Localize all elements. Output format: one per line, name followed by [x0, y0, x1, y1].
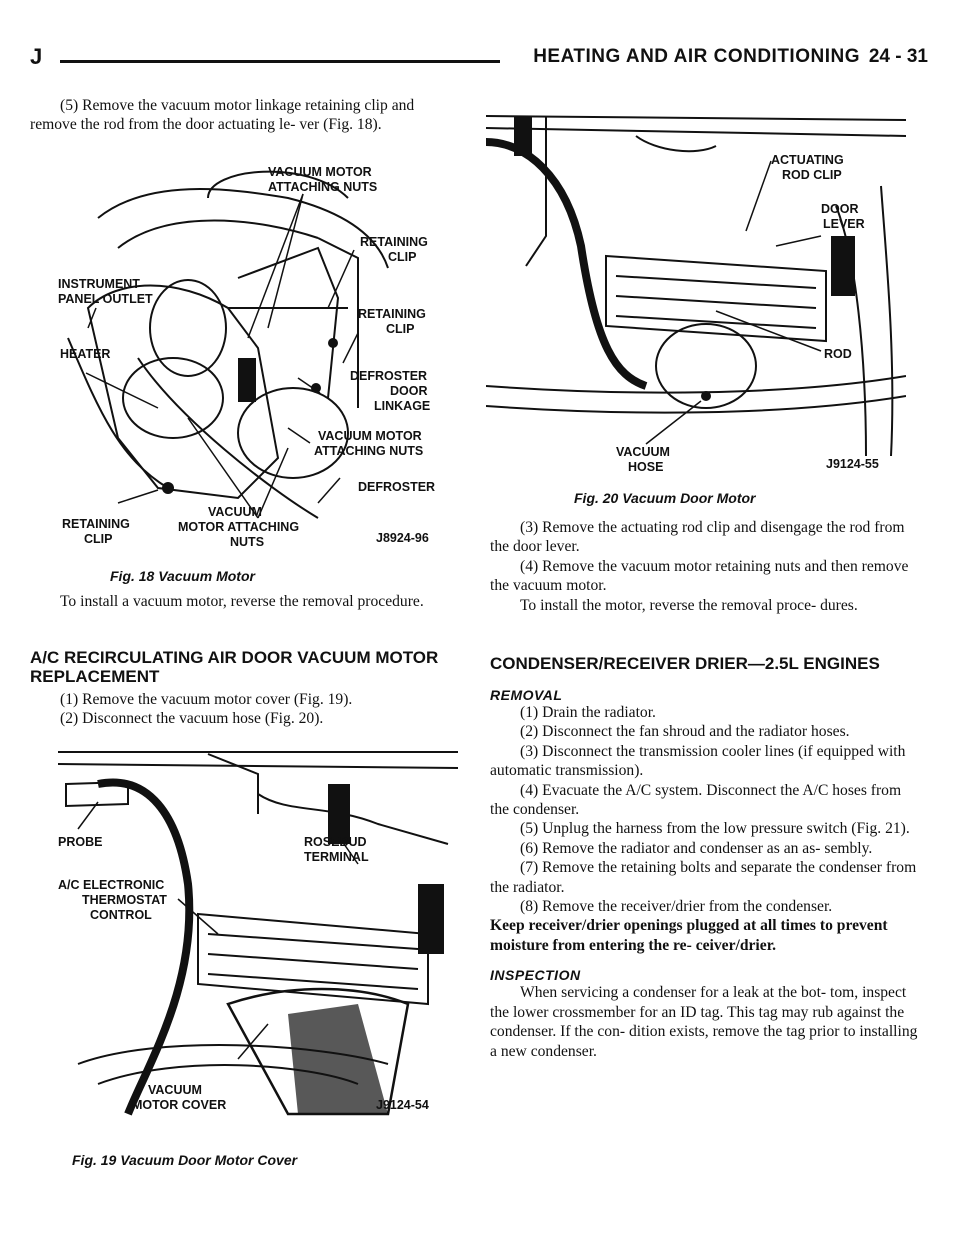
removal-step-5: (5) Unplug the harness from the low pressure switch (Fig. 21). [520, 820, 910, 838]
left-step-5: (5) Remove the vacuum motor linkage retaining clip and remove the rod from the door actuating le- ver (Fig. 18). [30, 97, 415, 134]
left-step-2: (2) Disconnect the vacuum hose (Fig. 20). [60, 710, 324, 728]
label-defroster-door-linkage: DEFROSTER [350, 369, 428, 383]
label-retaining-clip-1: RETAINING [360, 235, 428, 249]
label-heater: HEATER [60, 347, 111, 361]
label-ac-electronic-thermostat-control: A/C ELECTRONIC [58, 878, 165, 892]
right-install: To install the motor, reverse the removal proce- dures. [520, 596, 858, 614]
svg-text:DOOR: DOOR [390, 384, 428, 398]
label-rod: ROD [824, 347, 852, 361]
fig-19-caption: Fig. 19 Vacuum Door Motor Cover [72, 1152, 298, 1168]
svg-text:NUTS: NUTS [230, 535, 265, 549]
svg-text:CLIP: CLIP [388, 250, 417, 264]
removal-step-7: (7) Remove the retaining bolts and separate the condenser from the radiator. [490, 859, 917, 896]
heading-inspection: INSPECTION [490, 967, 581, 984]
right-step-3: (3) Remove the actuating rod clip and disengage the rod from the door lever. [490, 519, 905, 556]
label-defroster: DEFROSTER [358, 480, 436, 494]
svg-text:ATTACHING NUTS: ATTACHING NUTS [314, 444, 424, 458]
fig-19-vacuum-door-motor-cover [58, 734, 458, 1144]
svg-text:ATTACHING NUTS: ATTACHING NUTS [268, 180, 378, 194]
section-heading-recirculating: A/C RECIRCULATING AIR DOOR VACUUM MOTOR REPLACEMENT [30, 648, 439, 686]
fig-20-vacuum-door-motor [486, 96, 906, 476]
fig-18-vacuum-motor [58, 158, 458, 556]
fig-20-caption: Fig. 20 Vacuum Door Motor [574, 490, 756, 506]
right-condenser-section [490, 654, 922, 1061]
left-install-text: To install a vacuum motor, reverse the removal procedure. [60, 593, 424, 610]
svg-text:MOTOR ATTACHING: MOTOR ATTACHING [178, 520, 300, 534]
right-step-4: (4) Remove the vacuum motor retaining nuts and then remove the vacuum motor. [490, 557, 909, 595]
label-retaining-clip-3: RETAINING [62, 517, 130, 531]
right-steps [490, 518, 922, 615]
left-section [30, 648, 462, 729]
label-vacuum-motor-attaching-nuts-mid: VACUUM MOTOR [318, 429, 422, 443]
label-vacuum-hose: VACUUM [616, 445, 670, 459]
section-letter: J [30, 44, 43, 69]
svg-text:MOTOR COVER: MOTOR COVER [132, 1098, 227, 1112]
label-instrument-panel-outlet: INSTRUMENT [58, 277, 140, 291]
svg-text:CONTROL: CONTROL [90, 908, 152, 922]
svg-text:THERMOSTAT: THERMOSTAT [82, 893, 167, 907]
label-vacuum-motor-attaching-nuts-bottom: VACUUM [208, 505, 262, 519]
label-vacuum-motor-cover: VACUUM [148, 1083, 202, 1097]
page-number: 24 - 31 [868, 46, 928, 67]
removal-step-6: (6) Remove the radiator and condenser as an as- sembly. [520, 839, 873, 857]
page-header [30, 44, 930, 72]
figure-code-19: J9124-54 [376, 1098, 429, 1112]
removal-warning: Keep receiver/drier openings plugged at all times to prevent moisture from entering the re- ceiver/drier. [490, 917, 888, 954]
section-heading-condenser: CONDENSER/RECEIVER DRIER—2.5L ENGINES [490, 654, 880, 673]
svg-text:LEVER: LEVER [823, 217, 865, 231]
removal-step-2: (2) Disconnect the fan shroud and the radiator hoses. [520, 723, 850, 741]
svg-text:HOSE: HOSE [628, 460, 664, 474]
removal-step-1: (1) Drain the radiator. [520, 704, 656, 721]
svg-text:TERMINAL: TERMINAL [304, 850, 369, 864]
inspection-text: When servicing a condenser for a leak at the bot- tom, inspect the lower crossmember for an ID tag. This tag may rub against the condenser. If the con- dition exists, remove the tag prior to installing a new condenser. [490, 984, 918, 1060]
label-actuating-rod-clip: ACTUATING [771, 153, 844, 167]
label-retaining-clip-2: RETAINING [358, 307, 426, 321]
removal-step-3: (3) Disconnect the transmission cooler lines (if equipped with automatic transmission). [490, 742, 906, 780]
removal-step-4: (4) Evacuate the A/C system. Disconnect the A/C hoses from the condenser. [490, 781, 902, 819]
label-vacuum-motor-attaching-nuts-top: VACUUM MOTOR [268, 165, 372, 179]
svg-text:ROD CLIP: ROD CLIP [782, 168, 842, 182]
svg-text:PANEL OUTLET: PANEL OUTLET [58, 292, 153, 306]
heading-removal: REMOVAL [490, 687, 563, 703]
fig-18-caption: Fig. 18 Vacuum Motor [110, 568, 255, 584]
label-rosebud-terminal: ROSEBUD [304, 835, 367, 849]
removal-step-8: (8) Remove the receiver/drier from the condenser. [520, 898, 833, 916]
left-step-1: (1) Remove the vacuum motor cover (Fig. 19). [60, 691, 353, 708]
label-door-lever: DOOR [821, 202, 859, 216]
svg-text:LINKAGE: LINKAGE [374, 399, 431, 413]
label-probe: PROBE [58, 835, 103, 849]
figure-code-20: J9124-55 [826, 457, 879, 471]
svg-text:CLIP: CLIP [386, 322, 415, 336]
chapter-title: HEATING AND AIR CONDITIONING [533, 46, 860, 67]
figure-code-18: J8924-96 [376, 531, 429, 545]
header-rule [60, 60, 500, 63]
svg-text:CLIP: CLIP [84, 532, 113, 546]
